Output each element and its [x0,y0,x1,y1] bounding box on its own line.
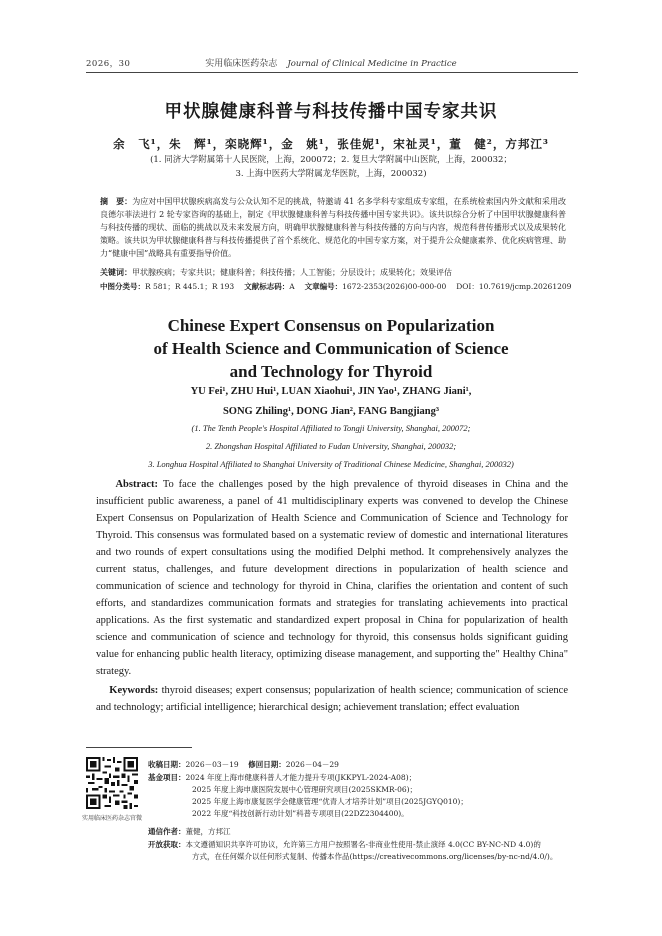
revised-date: 2026－04－29 [285,760,339,769]
en-authors-line: YU Fei¹, ZHU Hui¹, LUAN Xiaohui¹, JIN Yao¹, ZHANG Jiani¹, [190,386,472,397]
en-keywords-label: Keywords: [109,685,159,696]
funding-item: 2024 年度上海市健康科普人才能力提升专项(JKKPYL-2024-A08)； [185,773,417,782]
article-number-label: 文章编号： [304,282,343,291]
footnote-rule [86,747,192,748]
clc-label: 中图分类号： [100,282,145,291]
doi-value: 10.7619/jcmp.20261209 [478,282,572,291]
cn-keywords [100,266,566,279]
funding-label: 基金项目： [148,773,186,782]
doc-code-label: 文献标志码： [244,282,290,291]
funding-item: 2025 年度上海市康复医学会健康管理“优青人才培养计划”项目(2025JGYQ010)； [192,797,468,806]
funding-block [148,772,578,820]
journal-name-cn: 实用临床医药杂志 [205,59,278,69]
clc-value: R 581；R 445.1；R 193 [145,282,235,291]
received-label: 收稿日期： [148,760,186,769]
en-affiliation-line: 2. Zhongshan Hospital Affiliated to Fudan University, Shanghai, 200032; [205,441,457,451]
cn-keywords-label: 关键词： [100,268,132,277]
en-title [0,314,662,383]
en-title-line: Chinese Expert Consensus on Popularization [167,316,495,335]
en-keywords-text: thyroid diseases; expert consensus; popularization of health science; communication of science and technology; artificial intelligence; hierarchical design; achievement translation; effect evaluation [96,685,569,713]
en-affiliation-line: (1. The Tenth People's Hospital Affiliated to Tongji University, Shanghai, 200072; [191,423,471,433]
en-abstract-label: Abstract: [115,479,159,490]
doc-code-value: A [289,282,295,291]
en-title-line: of Health Science and Communication of Science [153,339,509,358]
funding-item: 2025 年度上海申康医院发展中心管理研究项目(2025SKMR-06)； [192,785,418,794]
cn-abstract-text: 为应对中国甲状腺疾病高发与公众认知不足的挑战，特邀请 41 名多学科专家组成专家组，在系统检索国内外文献和采用改良德尔菲法进行 2 轮专家咨询的基础上，制定《甲状腺健康科普与科技传播中国专家共识》。该共识综合分析了中国甲状腺健康科普与科技传播的现状、面临的挑战以及未来发展方向，明确甲状腺健康科普与科技传播的方向与内容，规范科普传播形式以及成果转化策略。该共识为甲状腺健康科普与科技传播提供了首个系统化、规范化的中国专家方案，对于提升公众健康素养、优化疾病管理、助力“健康中国”战略具有重要指导价值。 [100,197,567,258]
en-authors [0,382,662,422]
cn-keywords-text: 甲状腺疾病；专家共识；健康科普；科技传播；人工智能；分层设计；成果转化；效果评估 [132,268,452,277]
page-reference: 2026，30 [86,59,131,69]
qr-caption: 实用临床医药杂志官微 [81,815,142,822]
en-affiliations [0,419,662,473]
dates-line [148,759,578,771]
journal-name-en: Journal of Clinical Medicine in Practice [287,59,457,69]
open-access-text: 本文遵循知识共享许可协议，允许第三方用户按照署名-非商业性使用-禁止演绎 4.0(CC BY-NC-ND 4.0)的 [185,840,541,849]
en-keywords [96,682,568,716]
en-abstract [96,476,568,680]
journal-header [0,56,662,69]
cn-affiliations [0,153,662,181]
en-title-line: and Technology for Thyroid [229,362,433,381]
revised-label: 修回日期： [248,760,286,769]
header-rule [86,72,578,73]
cn-title: 甲状腺健康科普与科技传播中国专家共识 [164,102,498,122]
cn-affiliation-line: 3. 上海中医药大学附属龙华医院，上海，200032) [235,169,427,179]
corresponding-label: 通信作者： [148,827,186,836]
doi-label: DOI： [456,282,479,291]
cn-affiliation-line: (1. 同济大学附属第十人民医院，上海，200072；2. 复旦大学附属中山医院，上海，200032； [150,155,512,165]
en-abstract-text: To face the challenges posed by the high prevalence of thyroid diseases in China and the insufficient public awareness, a panel of 41 multidisciplinary experts was convened to develop the Chinese Expert Consensus on Popularization of Health Science and Communication of Science and Technology for Thyroid. This consensus was formulated based on a systematic review of domestic and international literatures and two rounds of expert consultations using the modified Delphi method. It comprehensively analyzes the current status, challenges, and future development directions in popularization of health science and communication of science and technology for thyroid in China, clarifies the orientation and content of such efforts, and standardizes communication formats and strategies for translating achievements into practical applications. As the first systematic and standardized expert proposal in China for popularization of health science and communication of science and technology for thyroid, this consensus holds significant guiding value for enhancing public health literacy, optimizing disease management, and supporting the" Healthy China" strategy. [96,479,568,677]
open-access-block [148,839,578,863]
classification-line [100,281,580,293]
open-access-label: 开放获取： [148,840,186,849]
cn-authors: 余 飞¹，朱 辉¹，栾晓辉¹，金 姚¹，张佳妮¹，宋祉灵¹，董 健²，方邦江³ [113,137,549,151]
en-authors-line: SONG Zhiling¹, DONG Jian², FANG Bangjiang³ [222,406,440,417]
en-affiliation-line: 3. Longhua Hospital Affiliated to Shanghai University of Traditional Chinese Medicine, Shanghai, 200032) [148,459,514,469]
received-date: 2026－03－19 [185,760,239,769]
open-access-text: 方式，在任何媒介以任何形式复制、传播本作品(https://creativecommons.org/licenses/by-nc-nd/4.0/)。 [192,852,558,861]
corresponding-names: 董健，方邦江 [185,827,231,836]
funding-item: 2022 年度“科技创新行动计划”科普专项项目(22DZ2304400)。 [192,809,409,818]
qr-code-image [86,757,138,809]
cn-abstract [100,195,566,260]
cn-abstract-label: 摘 要： [100,197,133,206]
article-number-value: 1672-2353(2026)00-000-00 [342,282,447,291]
corresponding-author [148,826,578,838]
